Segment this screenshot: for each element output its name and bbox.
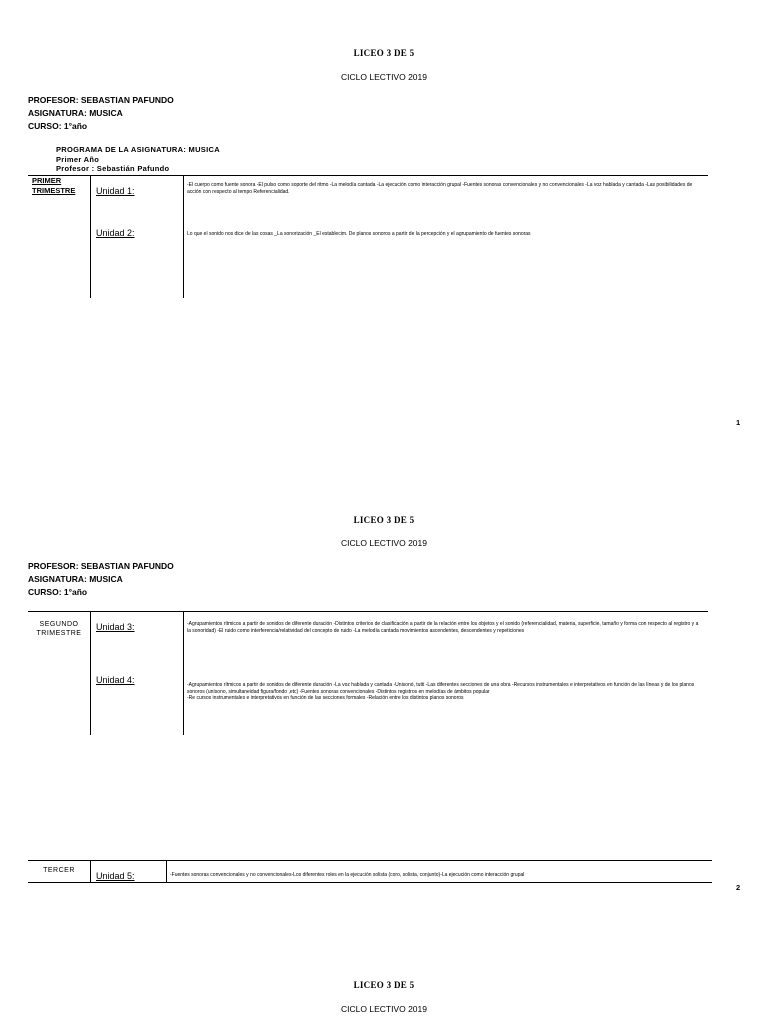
unit-content-line: -Re cursos instrumentales e interpretativos en función de las secciones formales -Relación entre los distintos planos sonoros (187, 695, 464, 701)
unit-label: Unidad 5: (96, 871, 135, 881)
row-top-border (28, 860, 712, 861)
page-number: 2 (736, 883, 741, 892)
unit-content: -Fuentes sonoras convencionales y no convencionales-Los diferentes roles en la ejecución solista (coro, solista, conjunto)-La ejecución como interacción grupal (170, 872, 525, 878)
term-line: PRIMER (32, 176, 62, 185)
header-block (28, 94, 174, 133)
asignatura-line: ASIGNATURA: MUSICA (28, 574, 123, 584)
term-line: SEGUNDO (39, 621, 79, 628)
column-divider (90, 611, 91, 735)
unit-label: Unidad 1: (96, 186, 135, 196)
program-teacher: Profesor : Sebastián Pafundo (56, 164, 170, 173)
profesor-line: PROFESOR: SEBASTIAN PAFUNDO (28, 95, 174, 105)
curso-line: CURSO: 1°año (28, 587, 88, 597)
unit-content (187, 682, 702, 702)
cycle-label: CICLO LECTIVO 2019 (341, 538, 427, 548)
program-title: PROGRAMA DE LA ASIGNATURA: MUSICA (56, 145, 220, 154)
term-label (28, 620, 90, 638)
table-top-border (28, 175, 708, 176)
header-block (28, 560, 174, 599)
column-divider (90, 860, 91, 882)
cycle-label: CICLO LECTIVO 2019 (341, 72, 427, 82)
school-name: LICEO 3 DE 5 (353, 48, 415, 58)
column-divider (90, 175, 91, 298)
term-line: TRIMESTRE (32, 186, 76, 195)
page-number: 1 (736, 418, 741, 427)
unit-label: Unidad 3: (96, 622, 135, 632)
term-label: TERCER (43, 867, 75, 874)
school-name: LICEO 3 DE 5 (353, 515, 415, 525)
unit-label: Unidad 2: (96, 228, 135, 238)
unit-content: Lo que el sonido nos dice de las cosas _La sonorización _El establecim. De planos sonoros a partir de la percepción y el agrupamiento de fuentes sonoras (187, 231, 531, 237)
term-line: TRIMESTRE (36, 630, 82, 637)
curso-line: CURSO: 1°año (28, 121, 88, 131)
unit-label: Unidad 4: (96, 675, 135, 685)
unit-content: -Agrupamientos rítmicos a partir de sonidos de diferente duración -Distintos criterios de clasificación a partir de la relación entre los objetos y el sonido (referencialidad, materia, superficie, tamaño y forma con respecto al registro y a la sonoridad) -El ruido como interferencia/relatividad del concepto de ruido -La melodía cantada movimientos ascendentes, descendentes y repeticiones (187, 621, 699, 634)
column-divider (183, 611, 184, 735)
unit-content-line: -Agrupamientos rítmicos a partir de sonidos de diferente duración -La voz hablada y cantada -Unisonó, tutti -Las diferentes secciones de una obra -Recursos instrumentales e interpretativos en función de las líneas y de los planos sonoros (unísono, simultaneidad figura/fondo ,etc) -Fuentes sonoras convencionales -Distintos registros en melodías de ámbitos popular (187, 682, 695, 695)
column-divider (183, 175, 184, 298)
school-name: LICEO 3 DE 5 (353, 980, 415, 990)
table-top-border (28, 611, 708, 612)
row-bottom-border (28, 882, 712, 883)
term-label (32, 176, 75, 196)
column-divider (166, 860, 167, 882)
cycle-label: CICLO LECTIVO 2019 (341, 1004, 427, 1014)
asignatura-line: ASIGNATURA: MUSICA (28, 108, 123, 118)
program-block (56, 145, 220, 174)
unit-content: -El cuerpo como fuente sonora -El pulso como soporte del ritmo -La melodía cantada -La ejecución como interacción grupal -Fuentes sonoras convencionales y no convencionales -La voz hablada y cantada -Las posibilidades de acción con respecto al tempo Referencialidad. (187, 182, 693, 195)
profesor-line: PROFESOR: SEBASTIAN PAFUNDO (28, 561, 174, 571)
program-year: Primer Año (56, 154, 100, 164)
